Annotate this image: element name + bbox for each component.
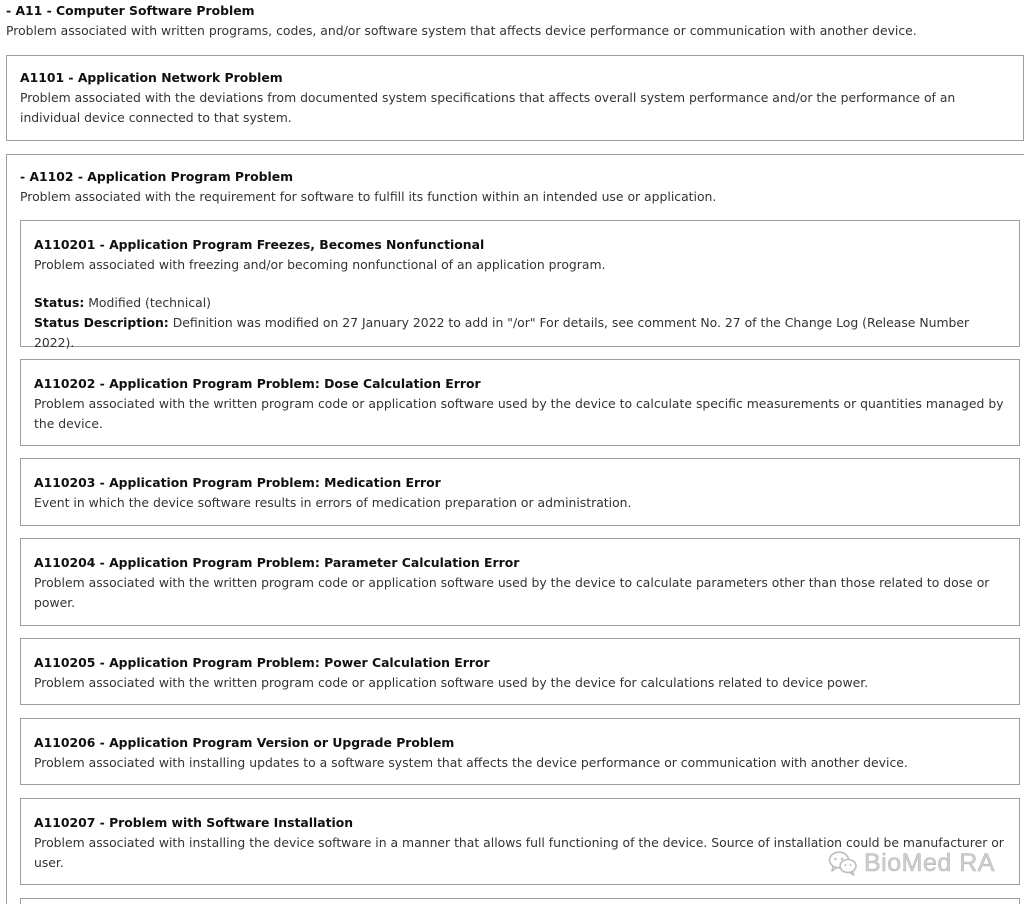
term-description: Problem associated with the written program code or application software used by the device to calculate parameters other than those related to dose or power. (34, 575, 990, 610)
term-a110203 (20, 458, 1020, 526)
status-description-value: Definition was modified on 27 January 2022 to add in "/or" For details, see comment No. 27 of the Change Log (Release Number 2022). (34, 315, 970, 350)
status-line (34, 293, 1006, 313)
term-a110204 (20, 538, 1020, 626)
term-a110201 (20, 220, 1020, 350)
term-a110205 (20, 638, 1020, 705)
section-description: Problem associated with written programs, codes, and/or software system that affects device performance or communication with another device. (6, 23, 917, 38)
term-a1102 (6, 154, 1024, 904)
status-value: Modified (technical) (84, 295, 212, 310)
term-description: Problem associated with the requirement for software to fulfill its function within an intended use or application. (20, 189, 717, 204)
status-label: Status: (34, 295, 85, 310)
section-title: - A11 - Computer Software Problem (6, 3, 255, 18)
term-title: A110205 - Application Program Problem: Power Calculation Error (34, 655, 490, 670)
term-description: Problem associated with the deviations from documented system specifications that affects overall system performance and/or the performance of an individual device connected to that system. (20, 90, 956, 125)
term-title: A110204 - Application Program Problem: Parameter Calculation Error (34, 555, 520, 570)
term-title: A110202 - Application Program Problem: Dose Calculation Error (34, 376, 481, 391)
term-a110207 (20, 798, 1020, 885)
term-description: Problem associated with the written program code or application software used by the device to calculate specific measurements or quantities managed by the device. (34, 396, 1004, 431)
term-title: - A1102 - Application Program Problem (20, 169, 294, 184)
term-a1101 (6, 55, 1024, 141)
term-title: A1101 - Application Network Problem (20, 70, 283, 85)
term-next (20, 898, 1020, 904)
term-description: Problem associated with the written program code or application software used by the device for calculations related to device power. (34, 675, 869, 690)
term-title: A110201 - Application Program Freezes, Becomes Nonfunctional (34, 237, 485, 252)
watermark-text: BioMed RA (864, 849, 995, 877)
term-description: Problem associated with installing the device software in a manner that allows full functioning of the device. Source of installation could be manufacturer or user. (34, 835, 1004, 870)
term-a110206 (20, 718, 1020, 785)
term-description: Problem associated with installing updates to a software system that affects the device performance or communication with another device. (34, 755, 908, 770)
term-description: Event in which the device software results in errors of medication preparation or administration. (34, 495, 632, 510)
section-a11 (6, 1, 1024, 41)
term-title: A110207 - Problem with Software Installation (34, 815, 354, 830)
status-description-label: Status Description: (34, 315, 169, 330)
term-description: Problem associated with freezing and/or becoming nonfunctional of an application program. (34, 257, 606, 272)
status-description-line (34, 313, 1006, 353)
term-title: A110203 - Application Program Problem: Medication Error (34, 475, 441, 490)
term-a110202 (20, 359, 1020, 446)
term-title: A110206 - Application Program Version or Upgrade Problem (34, 735, 455, 750)
